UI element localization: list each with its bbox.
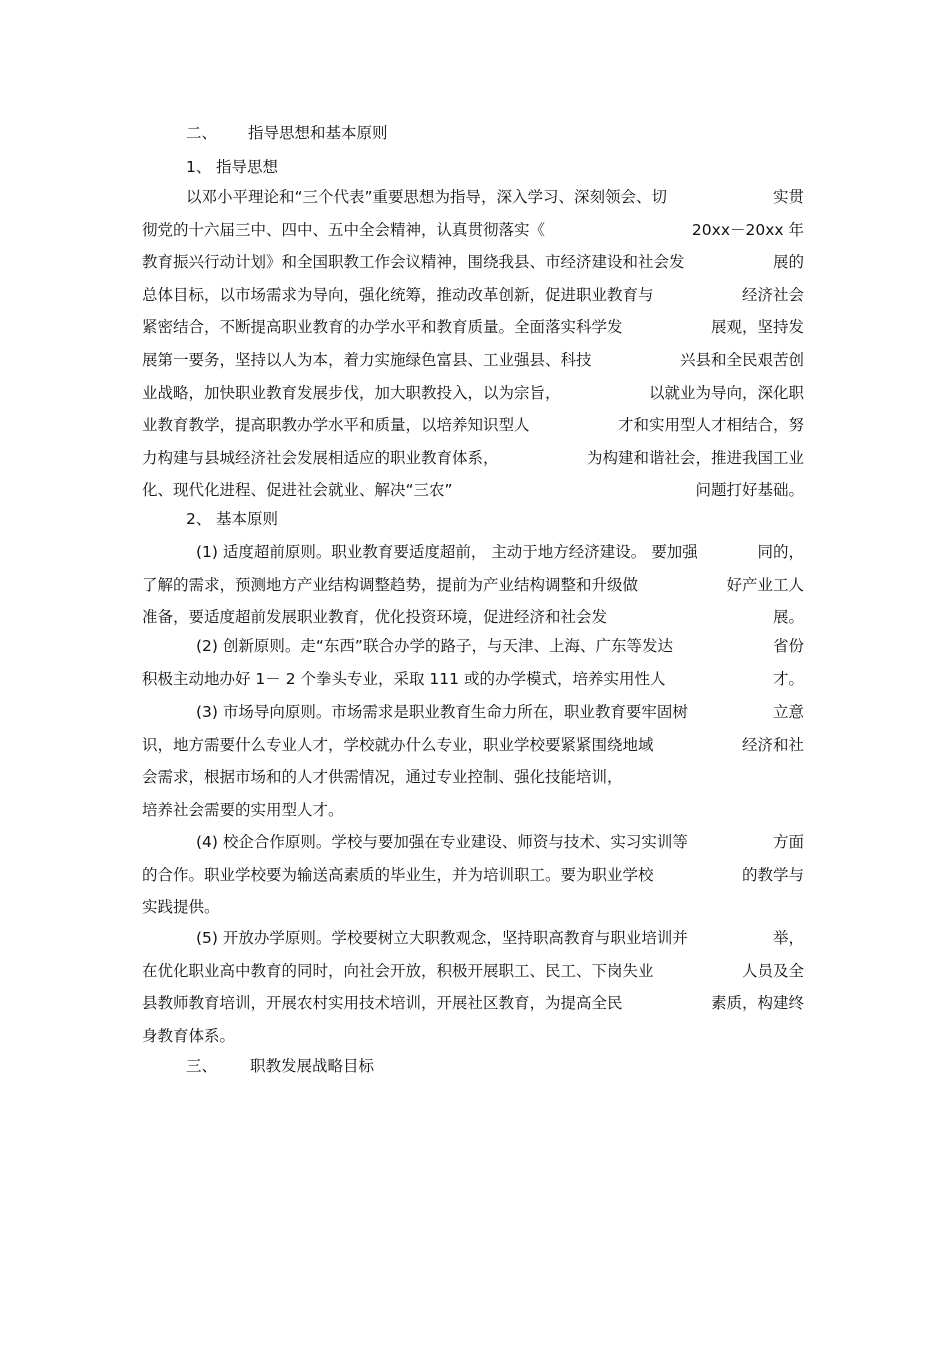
p2-line: [142, 667, 804, 691]
text-segment: 紧密结合，不断提高职业教育的办学水平和教育质量。全面落实科学发: [142, 318, 623, 337]
text-segment: 教育振兴行动计划》和全国职教工作会议精神，围绕我县、市经济建设和社会发: [142, 253, 685, 272]
section-2-number: 二、: [186, 124, 218, 142]
text-segment: 彻党的十六届三中、四中、五中全会精神，认真贯彻落实《: [142, 220, 546, 239]
text-segment: 才和实用型人才相结合，努: [617, 416, 804, 435]
text-segment: 展第一要务，坚持以人为本，着力实施绿色富县、工业强县、科技: [142, 351, 592, 369]
text-segment: 举，: [772, 929, 804, 947]
text-segment: (2) 创新原则。走“东西”联合办学的路子，与天津、上海、广东等发达: [196, 637, 673, 655]
text-segment: 为构建和谐社会，推进我国工业: [586, 448, 804, 467]
subsection-2-heading: [186, 507, 278, 531]
text-segment: 的教学与: [741, 865, 804, 884]
text-segment: 经济社会: [741, 285, 804, 304]
text-segment: 的合作。职业学校要为输送高素质的毕业生，并为培训职工。要为职业学校: [142, 865, 654, 884]
text-segment: 展。: [772, 608, 804, 626]
para1-line: [142, 315, 804, 339]
para1-line: [142, 381, 804, 405]
text-segment: 实践提供。: [142, 898, 220, 916]
para1-line: [142, 283, 804, 307]
para1-line: [142, 413, 804, 437]
section-2-title: 指导思想和基本原则: [248, 124, 388, 142]
para1-line: [186, 185, 804, 209]
section-3-number: 三、: [186, 1057, 218, 1075]
text-segment: 以就业为导向，深化职: [648, 383, 804, 402]
p4-line: [196, 830, 804, 854]
text-segment: 同的，: [757, 543, 804, 561]
text-segment: (1) 适度超前原则。职业教育要适度超前， 主动于地方经济建设。 要加强: [196, 543, 698, 561]
text-segment: 人员及全: [741, 961, 804, 980]
text-segment: 立意: [772, 703, 804, 721]
p3-line: [142, 765, 804, 789]
text-segment: 问题打好基础。: [695, 481, 804, 500]
p5-line: [196, 926, 804, 950]
text-segment: 识，地方需要什么专业人才，学校就办什么专业，职业学校要紧紧围绕地域: [142, 735, 654, 754]
para1-line: [142, 446, 804, 470]
text-segment: 力构建与县城经济社会发展相适应的职业教育体系，: [142, 448, 499, 467]
text-segment: 业教育教学，提高职教办学水平和质量，以培养知识型人: [142, 416, 530, 435]
text-segment: 会需求，根据市场和的人才供需情况，通过专业控制、强化技能培训，: [142, 768, 623, 786]
p5-line: [142, 991, 804, 1015]
text-segment: 素质，构建终: [710, 994, 804, 1012]
text-segment: 总体目标，以市场需求为导向，强化统筹，推动改革创新，促进职业教育与: [142, 285, 654, 304]
para1-line: [142, 478, 804, 502]
text-segment: 好产业工人: [726, 575, 804, 594]
para1-line: [142, 218, 804, 242]
text-segment: 在优化职业高中教育的同时，向社会开放，积极开展职工、民工、下岗失业: [142, 961, 654, 980]
text-segment: 身教育体系。: [142, 1026, 236, 1045]
p5-line: [142, 959, 804, 983]
p1-line: [142, 573, 804, 597]
text-segment: 20xx－20xx 年: [691, 220, 804, 239]
para1-line: [142, 250, 804, 274]
text-segment: 经济和社: [741, 735, 804, 754]
p4-line: [142, 895, 804, 919]
text-segment: 展观，坚持发: [710, 318, 804, 337]
section-2-heading: [186, 121, 388, 145]
text-segment: 县教师教育培训，开展农村实用技术培训，开展社区教育，为提高全民: [142, 994, 623, 1012]
subsection-1-title: 指导思想: [216, 158, 279, 176]
p1-line: [142, 605, 804, 629]
text-segment: 实贯: [772, 188, 804, 206]
section-3-title: 职教发展战略目标: [250, 1057, 375, 1075]
para1-line: [142, 348, 804, 372]
text-segment: 培养社会需要的实用型人才。: [142, 800, 344, 819]
text-segment: 展的: [772, 253, 804, 272]
subsection-2-number: 2、: [186, 510, 212, 528]
section-3-heading: [186, 1054, 374, 1078]
text-segment: 化、现代化进程、促进社会就业、解决“三农”: [142, 481, 453, 500]
subsection-1-number: 1、: [186, 158, 212, 176]
text-segment: 了解的需求，预测地方产业结构调整趋势，提前为产业结构调整和升级做: [142, 575, 639, 594]
text-segment: 才。: [772, 669, 804, 688]
p1-line: [196, 540, 804, 564]
subsection-2-title: 基本原则: [216, 510, 279, 528]
p3-line: [142, 798, 804, 822]
text-segment: (4) 校企合作原则。学校与要加强在专业建设、师资与技术、实习实训等: [196, 833, 688, 851]
text-segment: 省份: [772, 637, 804, 655]
text-segment: 兴县和全民艰苦创: [679, 351, 804, 369]
text-segment: 准备，要适度超前发展职业教育，优化投资环境，促进经济和社会发: [142, 608, 608, 626]
p3-line: [196, 700, 804, 724]
text-segment: 方面: [772, 833, 804, 851]
text-segment: 以邓小平理论和“三个代表”重要思想为指导，深入学习、深刻领会、切: [186, 188, 668, 206]
p4-line: [142, 863, 804, 887]
text-segment: 业战略，加快职业教育发展步伐，加大职教投入，以为宗旨，: [142, 383, 561, 402]
text-segment: 积极主动地办好 1－ 2 个拳头专业，采取 111 或的办学模式，培养实用性人: [142, 669, 666, 688]
p5-line: [142, 1024, 804, 1048]
text-segment: (5) 开放办学原则。学校要树立大职教观念，坚持职高教育与职业培训并: [196, 929, 688, 947]
p2-line: [196, 634, 804, 658]
p3-line: [142, 733, 804, 757]
subsection-1-heading: [186, 155, 278, 179]
text-segment: (3) 市场导向原则。市场需求是职业教育生命力所在，职业教育要牢固树: [196, 703, 688, 721]
